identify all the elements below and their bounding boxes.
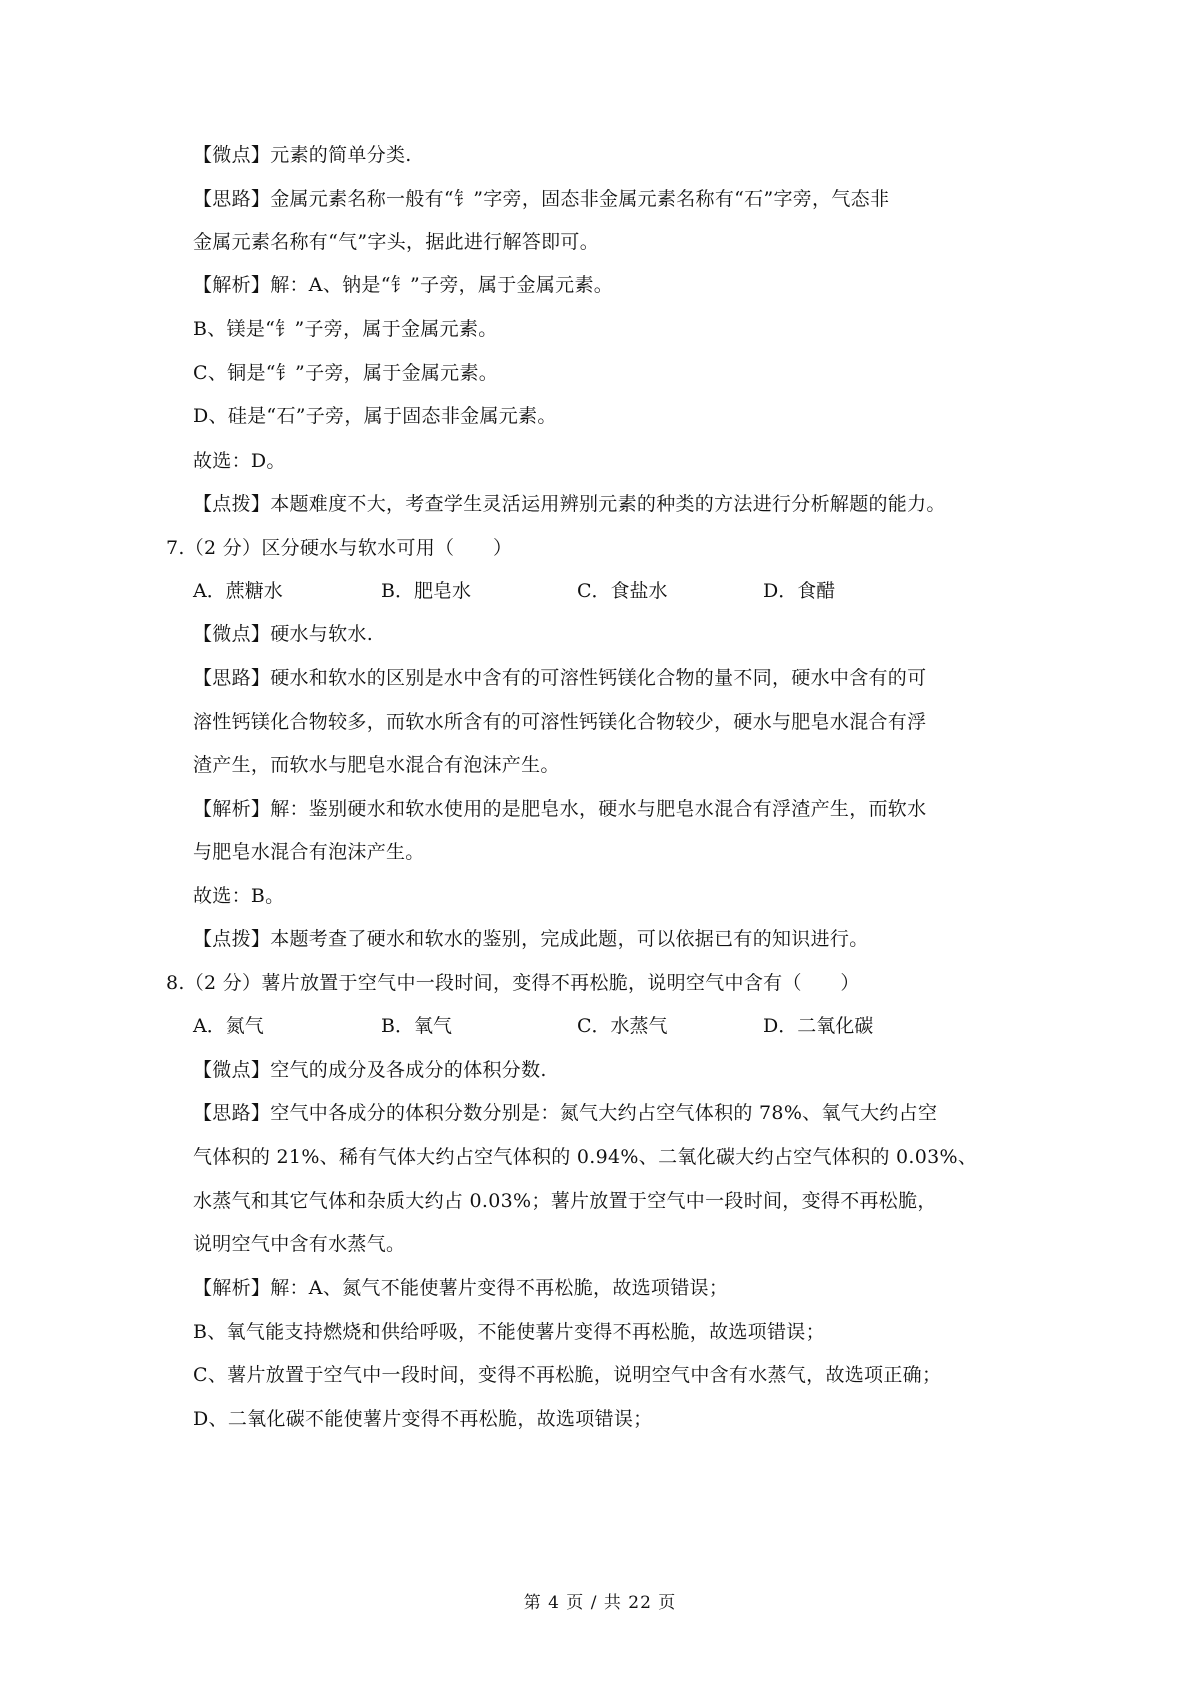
- q7-option-a: A．蔗糖水: [193, 580, 283, 602]
- q8-option-b: B．氧气: [381, 1015, 452, 1037]
- q7-dianbo: 【点拨】本题考查了硬水和软水的鉴别，完成此题，可以依据已有的知识进行。: [193, 928, 869, 950]
- q6-weidian: 【微点】元素的简单分类.: [193, 144, 412, 166]
- q8-option-a: A．氮气: [193, 1015, 264, 1037]
- q7-jiexi-line-2: 与肥皂水混合有泡沫产生。: [193, 841, 425, 863]
- q6-dianbo: 【点拨】本题难度不大，考查学生灵活运用辨别元素的种类的方法进行分析解题的能力。: [193, 493, 946, 515]
- q8-jiexi-line-2: B、氧气能支持燃烧和供给呼吸，不能使薯片变得不再松脆，故选项错误；: [193, 1321, 825, 1343]
- q8-jiexi-line-1: 【解析】解：A、氮气不能使薯片变得不再松脆，故选项错误；: [193, 1277, 729, 1299]
- q8-stem: 8.（2 分）薯片放置于空气中一段时间，变得不再松脆，说明空气中含有（ ）: [166, 972, 860, 994]
- q7-answer: 故选：B。: [193, 885, 285, 907]
- q8-jiexi-line-4: D、二氧化碳不能使薯片变得不再松脆，故选项错误；: [193, 1408, 653, 1430]
- q7-option-b: B．肥皂水: [381, 580, 471, 602]
- q6-answer: 故选：D。: [193, 450, 286, 472]
- q7-weidian: 【微点】硬水与软水.: [193, 623, 374, 645]
- q6-jiexi-line-2: B、镁是“钅”子旁，属于金属元素。: [193, 318, 498, 340]
- q8-option-c: C．水蒸气: [577, 1015, 668, 1037]
- q7-silu-line-1: 【思路】硬水和软水的区别是水中含有的可溶性钙镁化合物的量不同，硬水中含有的可: [193, 667, 927, 689]
- q7-stem: 7.（2 分）区分硬水与软水可用（ ）: [166, 537, 513, 559]
- q6-silu-line-2: 金属元素名称有“气”字头，据此进行解答即可。: [193, 231, 600, 253]
- q8-silu-line-3: 水蒸气和其它气体和杂质大约占 0.03%；薯片放置于空气中一段时间，变得不再松脆，: [193, 1190, 937, 1212]
- q7-silu-line-2: 溶性钙镁化合物较多，而软水所含有的可溶性钙镁化合物较少，硬水与肥皂水混合有浮: [193, 711, 927, 733]
- q6-jiexi-line-4: D、硅是“石”子旁，属于固态非金属元素。: [193, 405, 557, 427]
- q6-jiexi-line-3: C、铜是“钅”子旁，属于金属元素。: [193, 362, 499, 384]
- q8-weidian: 【微点】空气的成分及各成分的体积分数.: [193, 1059, 547, 1081]
- q8-silu-line-4: 说明空气中含有水蒸气。: [193, 1233, 406, 1255]
- q6-silu-line-1: 【思路】金属元素名称一般有“钅”字旁，固态非金属元素名称有“石”字旁，气态非: [193, 188, 890, 210]
- q8-silu-line-2: 气体积的 21%、稀有气体大约占空气体积的 0.94%、二氧化碳大约占空气体积的 0.03%、: [193, 1146, 978, 1168]
- q8-options: [193, 1014, 953, 1038]
- q8-silu-line-1: 【思路】空气中各成分的体积分数分别是：氮气大约占空气体积的 78%、氧气大约占空: [193, 1102, 938, 1124]
- q7-option-c: C．食盐水: [577, 580, 668, 602]
- q7-options: [193, 579, 953, 603]
- q6-jiexi-line-1: 【解析】解：A、钠是“钅”子旁，属于金属元素。: [193, 274, 614, 296]
- q8-jiexi-line-3: C、薯片放置于空气中一段时间，变得不再松脆，说明空气中含有水蒸气，故选项正确；: [193, 1364, 942, 1386]
- q8-option-d: D．二氧化碳: [763, 1015, 874, 1037]
- q7-option-d: D．食醋: [763, 580, 836, 602]
- page-footer: 第 4 页 / 共 22 页: [523, 1593, 677, 1613]
- q7-silu-line-3: 渣产生，而软水与肥皂水混合有泡沫产生。: [193, 754, 560, 776]
- q7-jiexi-line-1: 【解析】解：鉴别硬水和软水使用的是肥皂水，硬水与肥皂水混合有浮渣产生，而软水: [193, 798, 927, 820]
